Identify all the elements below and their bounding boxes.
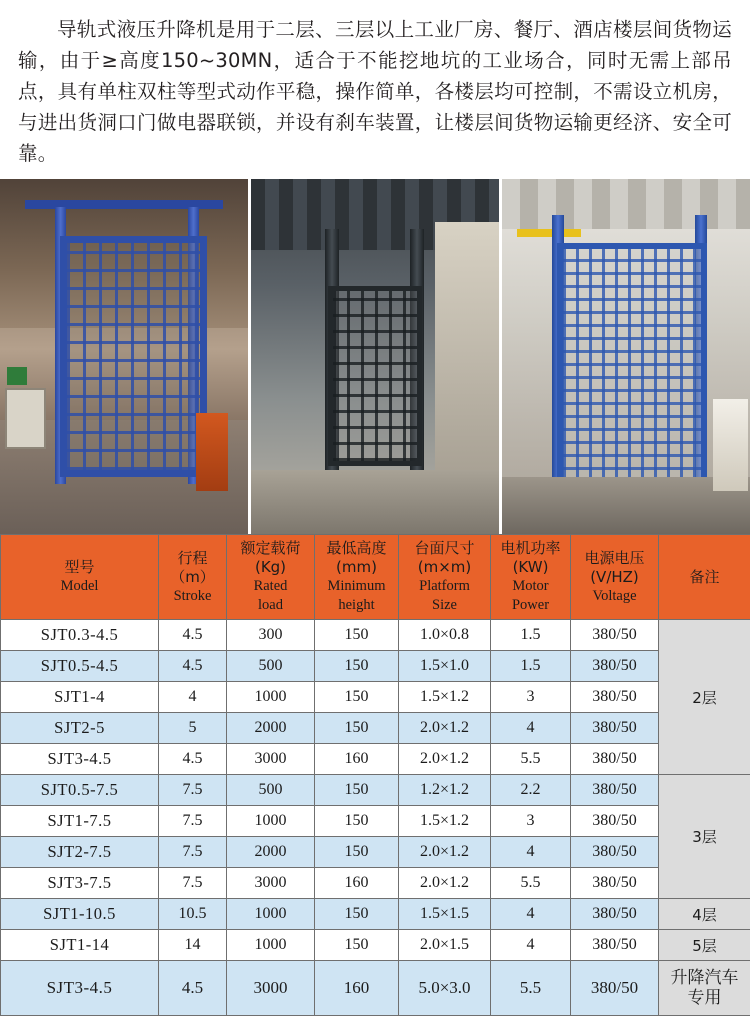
photo-blue-guide-rail-lift-in-workshop (0, 179, 248, 534)
photo-blue-mesh-cage-lift (502, 179, 750, 534)
cell-height: 150 (315, 899, 399, 930)
cell-power: 4 (491, 930, 571, 961)
cell-voltage: 380/50 (571, 961, 659, 1016)
cell-height: 150 (315, 620, 399, 651)
cell-model: SJT3-4.5 (1, 744, 159, 775)
table-header (1, 535, 750, 620)
photo3-mesh-cage (557, 243, 708, 489)
table-row (1, 961, 750, 1016)
photo-dark-steel-guide-rail-lift (251, 179, 499, 534)
cell-load: 3000 (227, 961, 315, 1016)
cell-voltage: 380/50 (571, 713, 659, 744)
cell-size: 2.0×1.2 (399, 837, 491, 868)
table-row (1, 713, 750, 744)
cell-power: 5.5 (491, 744, 571, 775)
cell-voltage: 380/50 (571, 744, 659, 775)
cell-size: 2.0×1.2 (399, 744, 491, 775)
photo3-yellow-rail (517, 229, 581, 237)
cell-stroke: 4.5 (159, 651, 227, 682)
cell-size: 2.0×1.5 (399, 930, 491, 961)
cell-voltage: 380/50 (571, 682, 659, 713)
cell-voltage: 380/50 (571, 837, 659, 868)
cell-model: SJT2-5 (1, 713, 159, 744)
column-header-platform-size: 台面尺寸 (m×m) Platform Size (399, 535, 491, 620)
cell-model: SJT3-4.5 (1, 961, 159, 1016)
cell-model: SJT1-7.5 (1, 806, 159, 837)
column-header-model: 型号 Model (1, 535, 159, 620)
cell-size: 1.2×1.2 (399, 775, 491, 806)
photo2-cage (328, 286, 422, 466)
cell-height: 150 (315, 682, 399, 713)
cell-size: 1.5×1.2 (399, 682, 491, 713)
cell-model: SJT3-7.5 (1, 868, 159, 899)
table-row (1, 930, 750, 961)
column-header-remark: 备注 (659, 535, 750, 620)
remark-car-lift-line1: 升降汽车 (660, 968, 749, 988)
cell-power: 4 (491, 713, 571, 744)
cell-remark-5-floors: 5层 (659, 930, 750, 961)
table-row (1, 806, 750, 837)
cell-size: 5.0×3.0 (399, 961, 491, 1016)
cell-model: SJT1-4 (1, 682, 159, 713)
cell-remark-4-floors: 4层 (659, 899, 750, 930)
table-row (1, 651, 750, 682)
cell-size: 2.0×1.2 (399, 868, 491, 899)
cell-voltage: 380/50 (571, 899, 659, 930)
cell-height: 160 (315, 744, 399, 775)
table-row (1, 620, 750, 651)
photo2-floor (251, 470, 499, 534)
cell-size: 1.5×1.0 (399, 651, 491, 682)
cell-stroke: 7.5 (159, 806, 227, 837)
table-row (1, 837, 750, 868)
photo3-ceiling (502, 179, 750, 229)
cell-stroke: 5 (159, 713, 227, 744)
cell-load: 1000 (227, 930, 315, 961)
cell-height: 150 (315, 837, 399, 868)
cell-voltage: 380/50 (571, 930, 659, 961)
photo1-forklift (196, 413, 228, 491)
cell-stroke: 4.5 (159, 961, 227, 1016)
column-header-minimum-height: 最低高度 (mm) Minimum height (315, 535, 399, 620)
cell-load: 2000 (227, 713, 315, 744)
cell-stroke: 4.5 (159, 620, 227, 651)
column-header-voltage: 电源电压 (V/HZ) Voltage (571, 535, 659, 620)
cell-load: 2000 (227, 837, 315, 868)
cell-power: 5.5 (491, 868, 571, 899)
cell-remark-3-floors: 3层 (659, 775, 750, 899)
cell-stroke: 7.5 (159, 837, 227, 868)
column-header-motor-power: 电机功率 (KW) Motor Power (491, 535, 571, 620)
cell-remark-car-lift (659, 961, 750, 1016)
cell-voltage: 380/50 (571, 775, 659, 806)
cell-power: 3 (491, 682, 571, 713)
photo1-control-panel (5, 388, 46, 449)
photo3-goods (713, 399, 748, 491)
table-row (1, 744, 750, 775)
cell-voltage: 380/50 (571, 620, 659, 651)
cell-power: 1.5 (491, 620, 571, 651)
cell-power: 4 (491, 899, 571, 930)
cell-size: 2.0×1.2 (399, 713, 491, 744)
cell-model: SJT1-14 (1, 930, 159, 961)
cell-model: SJT0.5-4.5 (1, 651, 159, 682)
cell-stroke: 7.5 (159, 868, 227, 899)
cell-height: 160 (315, 961, 399, 1016)
cell-model: SJT2-7.5 (1, 837, 159, 868)
cell-power: 5.5 (491, 961, 571, 1016)
cell-voltage: 380/50 (571, 806, 659, 837)
photo2-wall (435, 222, 499, 471)
cell-size: 1.5×1.5 (399, 899, 491, 930)
cell-height: 160 (315, 868, 399, 899)
table-row (1, 868, 750, 899)
column-header-rated-load: 额定载荷 (Kg) Rated load (227, 535, 315, 620)
column-header-stroke: 行程 （m） Stroke (159, 535, 227, 620)
cell-power: 4 (491, 837, 571, 868)
cell-load: 3000 (227, 744, 315, 775)
product-photo-strip (0, 179, 750, 534)
cell-remark-2-floors: 2层 (659, 620, 750, 775)
cell-model: SJT0.5-7.5 (1, 775, 159, 806)
photo1-cage (60, 236, 208, 477)
cell-model: SJT0.3-4.5 (1, 620, 159, 651)
cell-height: 150 (315, 775, 399, 806)
cell-load: 1000 (227, 899, 315, 930)
photo1-exit-sign (7, 367, 27, 385)
cell-load: 1000 (227, 806, 315, 837)
cell-voltage: 380/50 (571, 868, 659, 899)
cell-load: 500 (227, 651, 315, 682)
table-row (1, 899, 750, 930)
cell-height: 150 (315, 651, 399, 682)
specification-table (0, 534, 750, 1016)
cell-power: 3 (491, 806, 571, 837)
cell-stroke: 14 (159, 930, 227, 961)
cell-power: 1.5 (491, 651, 571, 682)
table-row (1, 775, 750, 806)
cell-load: 1000 (227, 682, 315, 713)
cell-voltage: 380/50 (571, 651, 659, 682)
cell-stroke: 7.5 (159, 775, 227, 806)
cell-stroke: 4 (159, 682, 227, 713)
cell-load: 300 (227, 620, 315, 651)
cell-stroke: 10.5 (159, 899, 227, 930)
table-row (1, 682, 750, 713)
cell-height: 150 (315, 713, 399, 744)
cell-load: 500 (227, 775, 315, 806)
cell-height: 150 (315, 930, 399, 961)
cell-stroke: 4.5 (159, 744, 227, 775)
cell-size: 1.0×0.8 (399, 620, 491, 651)
table-body (1, 620, 750, 1016)
cell-model: SJT1-10.5 (1, 899, 159, 930)
table-header-row (1, 535, 750, 620)
cell-load: 3000 (227, 868, 315, 899)
cell-power: 2.2 (491, 775, 571, 806)
cell-size: 1.5×1.2 (399, 806, 491, 837)
product-description: 导轨式液压升降机是用于二层、三层以上工业厂房、餐厅、酒店楼层间货物运输，由于≥高度150~30MN，适合于不能挖地坑的工业场合，同时无需上部吊点，具有单柱双柱等型式动作平稳，操作简单，各楼层均可控制，不需设立机房，与进出货洞口门做电器联锁，并设有刹车装置，让楼层间货物运输更经济、安全可靠。 (0, 0, 750, 179)
remark-car-lift-line2: 专用 (660, 988, 749, 1008)
cell-height: 150 (315, 806, 399, 837)
